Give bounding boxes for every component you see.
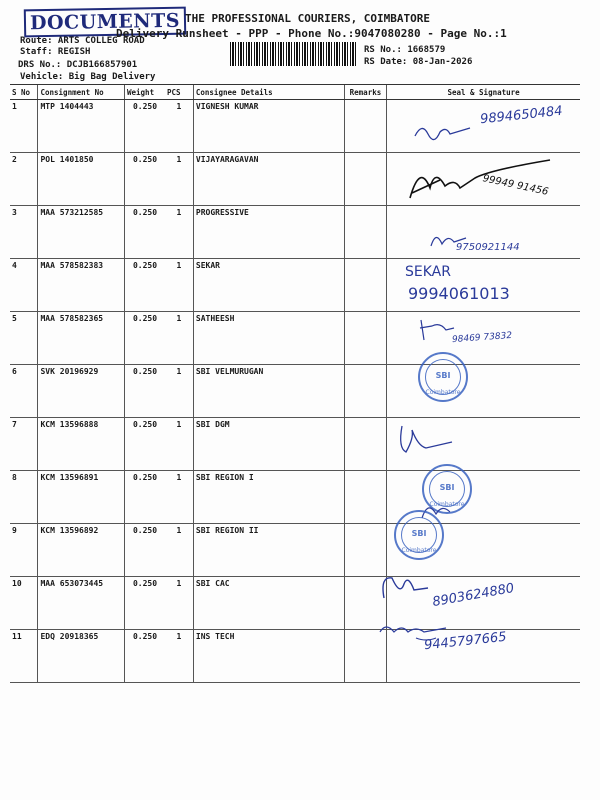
row-consignment: KCM 13596892 xyxy=(38,524,125,577)
row-sno: 8 xyxy=(10,471,38,524)
signature-7 xyxy=(392,418,462,458)
col-seal-signature: Seal & Signature xyxy=(387,85,580,100)
handwritten-phone: 9994061013 xyxy=(408,284,510,303)
handwritten-phone: 99949 91456 xyxy=(481,173,550,198)
row-sno: 3 xyxy=(10,206,38,259)
row-consignment: MAA 573212585 xyxy=(38,206,125,259)
rs-date: RS Date: 08-Jan-2026 xyxy=(364,57,473,67)
row-consignment: KCM 13596891 xyxy=(38,471,125,524)
row-sno: 10 xyxy=(10,577,38,630)
col-weight: Weight xyxy=(125,85,166,100)
row-consignment: MAA 578582383 xyxy=(38,259,125,312)
row-consignment: MAA 578582365 xyxy=(38,312,125,365)
row-remarks xyxy=(344,100,386,153)
staff-label: Staff: REGISH xyxy=(20,47,91,57)
table-row xyxy=(10,365,580,418)
row-consignment: EDQ 20918365 xyxy=(38,630,125,683)
row-pcs: 1 xyxy=(165,418,193,471)
row-weight: 0.250 xyxy=(125,577,166,630)
row-sno: 4 xyxy=(10,259,38,312)
rs-no: RS No.: 1668579 xyxy=(364,45,446,55)
row-remarks xyxy=(344,312,386,365)
seal-text: SBI xyxy=(411,529,427,538)
row-consignment: POL 1401850 xyxy=(38,153,125,206)
table-row xyxy=(10,100,580,153)
row-remarks xyxy=(344,471,386,524)
row-weight: 0.250 xyxy=(125,259,166,312)
row-pcs: 1 xyxy=(165,312,193,365)
row-signature xyxy=(387,365,580,418)
sbi-seal xyxy=(418,352,468,402)
seal-subtext: Coimbatore xyxy=(401,547,437,554)
row-pcs: 1 xyxy=(165,630,193,683)
signature-1 xyxy=(410,118,480,142)
row-sno: 9 xyxy=(10,524,38,577)
seal-text: SBI xyxy=(435,371,451,380)
row-sno: 1 xyxy=(10,100,38,153)
col-consignment: Consignment No xyxy=(38,85,125,100)
row-sno: 11 xyxy=(10,630,38,683)
row-weight: 0.250 xyxy=(125,471,166,524)
signature-10 xyxy=(378,568,438,608)
row-pcs: 1 xyxy=(165,153,193,206)
row-details: INS TECH xyxy=(193,630,344,683)
col-pcs: PCS xyxy=(165,85,193,100)
row-weight: 0.250 xyxy=(125,418,166,471)
handwritten-phone: 9445797665 xyxy=(423,629,508,654)
row-consignment: SVK 20196929 xyxy=(38,365,125,418)
table-row xyxy=(10,418,580,471)
handwritten-phone: 98469 73832 xyxy=(451,330,513,346)
sbi-seal xyxy=(394,510,444,560)
row-details: VIGNESH KUMAR xyxy=(193,100,344,153)
table-row xyxy=(10,524,580,577)
row-weight: 0.250 xyxy=(125,524,166,577)
row-sno: 5 xyxy=(10,312,38,365)
handwritten-phone: 8903624880 xyxy=(431,580,516,611)
table-row xyxy=(10,471,580,524)
row-sno: 2 xyxy=(10,153,38,206)
col-remarks: Remarks xyxy=(344,85,386,100)
row-pcs: 1 xyxy=(165,259,193,312)
row-weight: 0.250 xyxy=(125,365,166,418)
row-weight: 0.250 xyxy=(125,630,166,683)
handwritten-phone: 9750921144 xyxy=(456,242,520,253)
barcode xyxy=(230,42,358,66)
company-title: THE PROFESSIONAL COURIERS, COIMBATORE xyxy=(185,12,431,25)
row-details: SBI DGM xyxy=(193,418,344,471)
runsheet-title: Delivery Runsheet - PPP - Phone No.:9047080280 - Page No.:1 xyxy=(116,27,507,40)
handwritten-phone: 9894650484 xyxy=(479,103,564,128)
handwritten-name: SEKAR xyxy=(405,264,451,280)
col-details: Consignee Details xyxy=(193,85,344,100)
row-remarks xyxy=(344,153,386,206)
route-label: Route: ARTS COLLEG ROAD xyxy=(20,36,145,46)
row-pcs: 1 xyxy=(165,206,193,259)
col-sno: S No xyxy=(10,85,38,100)
documents-stamp: DOCUMENTS xyxy=(24,7,186,38)
row-sno: 7 xyxy=(10,418,38,471)
signature-2 xyxy=(400,158,560,208)
seal-text: SBI xyxy=(439,483,455,492)
row-weight: 0.250 xyxy=(125,100,166,153)
row-pcs: 1 xyxy=(165,365,193,418)
row-remarks xyxy=(344,418,386,471)
row-weight: 0.250 xyxy=(125,153,166,206)
seal-subtext: Coimbatore xyxy=(425,389,461,396)
row-consignment: MAA 653073445 xyxy=(38,577,125,630)
row-weight: 0.250 xyxy=(125,206,166,259)
row-pcs: 1 xyxy=(165,577,193,630)
row-remarks xyxy=(344,365,386,418)
drs-label: DRS No.: DCJB166857901 xyxy=(18,60,138,70)
row-details: SBI REGION I xyxy=(193,471,344,524)
row-pcs: 1 xyxy=(165,471,193,524)
row-remarks xyxy=(344,206,386,259)
row-details: SBI REGION II xyxy=(193,524,344,577)
row-remarks xyxy=(344,259,386,312)
signature-5 xyxy=(416,316,456,342)
row-details: SBI CAC xyxy=(193,577,344,630)
row-pcs: 1 xyxy=(165,524,193,577)
seal-subtext: Coimbatore xyxy=(429,501,465,508)
row-consignment: MTP 1404443 xyxy=(38,100,125,153)
table-header xyxy=(10,85,580,100)
row-pcs: 1 xyxy=(165,100,193,153)
row-details: SBI VELMURUGAN xyxy=(193,365,344,418)
vehicle-label: Vehicle: Big Bag Delivery xyxy=(20,72,156,82)
row-details: VIJAYARAGAVAN xyxy=(193,153,344,206)
row-details: SEKAR xyxy=(193,259,344,312)
row-details: PROGRESSIVE xyxy=(193,206,344,259)
row-weight: 0.250 xyxy=(125,312,166,365)
row-sno: 6 xyxy=(10,365,38,418)
row-consignment: KCM 13596888 xyxy=(38,418,125,471)
row-details: SATHEESH xyxy=(193,312,344,365)
